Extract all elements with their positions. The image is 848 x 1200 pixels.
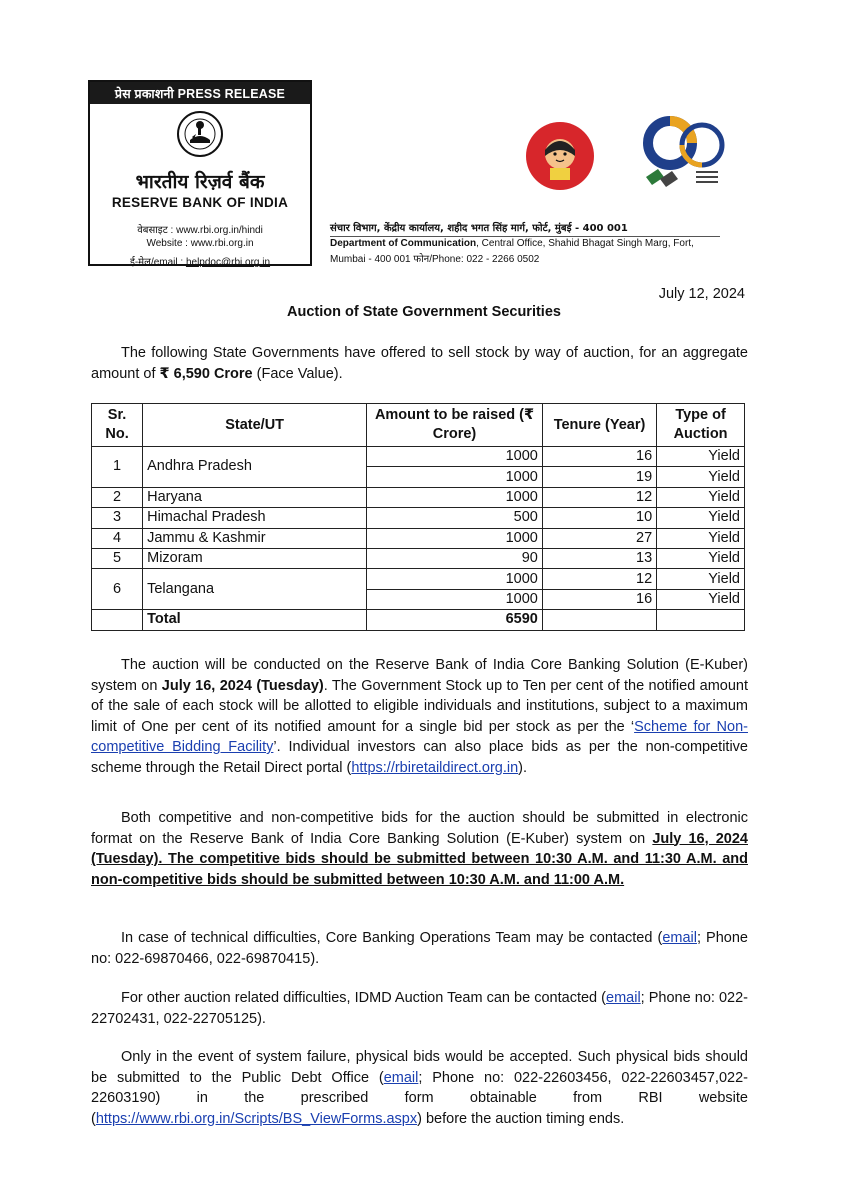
cell-tenure: 10 bbox=[542, 508, 656, 528]
retail-direct-link[interactable]: https://rbiretaildirect.org.in bbox=[351, 759, 519, 776]
cell-tenure: 13 bbox=[542, 548, 656, 568]
cell-sr: 4 bbox=[92, 528, 143, 548]
intro-text: The following State Governments have offered to sell stock by way of auction, for an aggregate amount of bbox=[91, 345, 748, 382]
cell-amount: 90 bbox=[367, 548, 543, 568]
email-line bbox=[90, 254, 310, 268]
aggregate-amount: ₹ 6,590 Crore bbox=[159, 365, 253, 382]
dept-address-rest: , Central Office, Shahid Bhagat Singh Marg, Fort, bbox=[476, 238, 694, 249]
cell-type: Yield bbox=[657, 487, 745, 507]
para2-text-2: . The Government Stock up to Ten per cent of the notified amount of the sale of each stock will be allotted to eligible individuals and institutions, subject to a maximum limit of One per cent of its notified amount for a single bid per stock as per the ‘ bbox=[91, 677, 748, 735]
table-row bbox=[92, 487, 745, 507]
table-total-row bbox=[92, 610, 745, 630]
cbs-email-link[interactable]: email bbox=[662, 930, 697, 946]
email-label: ई-मेल/email : bbox=[129, 257, 184, 268]
table-row bbox=[92, 508, 745, 528]
total-amount: 6590 bbox=[367, 610, 543, 630]
col-header-tenure: Tenure (Year) bbox=[542, 404, 656, 447]
cell-type: Yield bbox=[657, 447, 745, 467]
para2-text-3: ’. Individual investors can also place bids as per the non-competitive scheme through the Retail Direct portal ( bbox=[91, 739, 748, 776]
cell-sr: 1 bbox=[92, 447, 143, 488]
dept-address-line1 bbox=[330, 238, 694, 249]
table-row bbox=[92, 528, 745, 548]
cell-type: Yield bbox=[657, 528, 745, 548]
cell-tenure: 19 bbox=[542, 467, 656, 487]
cell-amount: 1000 bbox=[367, 569, 543, 589]
cell-tenure: 16 bbox=[542, 589, 656, 609]
website-hindi: वेबसाइट : www.rbi.org.in/hindi bbox=[137, 225, 263, 236]
cell-amount: 500 bbox=[367, 508, 543, 528]
intro-paragraph bbox=[91, 343, 748, 384]
auction-conduct-paragraph bbox=[91, 655, 748, 778]
page-title: Auction of State Government Securities bbox=[287, 304, 561, 320]
dept-address-line2: Mumbai - 400 001 फोन/Phone: 022 - 2266 0502 bbox=[330, 254, 540, 265]
address-divider bbox=[330, 236, 720, 237]
table-header-row bbox=[92, 404, 745, 447]
pdo-email-link[interactable]: email bbox=[383, 1069, 419, 1086]
cell-tenure: 16 bbox=[542, 447, 656, 467]
cell-amount: 1000 bbox=[367, 447, 543, 467]
para2-text: The auction will be conducted on the Reserve Bank of India Core Banking Solution (E-Kuber) system on bbox=[91, 657, 748, 694]
table-row bbox=[92, 569, 745, 589]
rbi-name-english: RESERVE BANK OF INDIA bbox=[111, 195, 289, 210]
dept-address-hindi: संचार विभाग, केंद्रीय कार्यालय, शहीद भगत सिंह मार्ग, फोर्ट, मुंबई - 400 001 bbox=[330, 223, 628, 234]
cell-state: Telangana bbox=[143, 569, 367, 610]
intro-text-end: (Face Value). bbox=[252, 365, 343, 382]
para2-text-4: ). bbox=[518, 759, 528, 776]
auction-table bbox=[91, 403, 745, 631]
cell-amount: 1000 bbox=[367, 589, 543, 609]
technical-difficulties-paragraph bbox=[91, 928, 748, 969]
cell-sr: 5 bbox=[92, 548, 143, 568]
press-release-band: प्रेस प्रकाशनी PRESS RELEASE bbox=[90, 82, 310, 104]
rbi-name-hindi: भारतीय रिज़र्व बैंक bbox=[135, 171, 265, 193]
auction-difficulties-paragraph bbox=[91, 988, 748, 1029]
bid-timings: July 16, 2024 (Tuesday). The competitive bids should be submitted between 10:30 A.M. and 11:30 A.M. and non-competitive bids should be submitted between 10:30 A.M. and 11:00 A.M. bbox=[91, 830, 748, 888]
dept-name: Department of Communication bbox=[330, 238, 477, 249]
cell-state: Haryana bbox=[143, 487, 367, 507]
press-release-masthead bbox=[88, 80, 312, 266]
beti-bachao-logo-icon bbox=[520, 120, 600, 192]
para3-text: Both competitive and non-competitive bids for the auction should be submitted in electronic format on the Reserve Bank of India Core Banking Solution (E-Kuber) system on bbox=[91, 810, 748, 847]
para4-text-2: ; Phone no: 022-69870466, 022-69870415). bbox=[91, 930, 748, 967]
cell-tenure-empty bbox=[542, 610, 656, 630]
col-header-amount: Amount to be raised (₹ Crore) bbox=[367, 404, 543, 447]
cell-sr-empty bbox=[92, 610, 143, 630]
total-label: Total bbox=[143, 610, 367, 630]
rbi-forms-link[interactable]: https://www.rbi.org.in/Scripts/BS_ViewForms.aspx bbox=[95, 1110, 418, 1127]
cell-state: Andhra Pradesh bbox=[143, 447, 367, 488]
cell-state: Mizoram bbox=[143, 548, 367, 568]
col-header-type: Type of Auction bbox=[657, 404, 745, 447]
cell-tenure: 27 bbox=[542, 528, 656, 548]
physical-bids-paragraph bbox=[91, 1047, 748, 1129]
cell-state: Jammu & Kashmir bbox=[143, 528, 367, 548]
cell-tenure: 12 bbox=[542, 487, 656, 507]
cell-type: Yield bbox=[657, 589, 745, 609]
email-link[interactable]: helpdoc@rbi.org.in bbox=[185, 257, 271, 268]
cell-sr: 6 bbox=[92, 569, 143, 610]
cell-type: Yield bbox=[657, 467, 745, 487]
cell-amount: 1000 bbox=[367, 487, 543, 507]
col-header-state: State/UT bbox=[143, 404, 367, 447]
rbi-90-years-logo-icon bbox=[642, 115, 726, 195]
cell-type-empty bbox=[657, 610, 745, 630]
para4-text: In case of technical difficulties, Core Banking Operations Team may be contacted ( bbox=[121, 930, 663, 946]
bid-submission-paragraph bbox=[91, 808, 748, 890]
table-row bbox=[92, 447, 745, 467]
cell-state: Himachal Pradesh bbox=[143, 508, 367, 528]
para6-text-3: ) before the auction timing ends. bbox=[417, 1110, 625, 1127]
para5-text: For other auction related difficulties, IDMD Auction Team can be contacted ( bbox=[121, 990, 607, 1006]
cell-type: Yield bbox=[657, 569, 745, 589]
cell-type: Yield bbox=[657, 548, 745, 568]
release-date: July 12, 2024 bbox=[658, 286, 745, 302]
cell-type: Yield bbox=[657, 508, 745, 528]
cell-tenure: 12 bbox=[542, 569, 656, 589]
cell-amount: 1000 bbox=[367, 528, 543, 548]
auction-date: July 16, 2024 (Tuesday) bbox=[161, 677, 324, 694]
para5-text-2: ; Phone no: 022-22702431, 022-22705125). bbox=[91, 990, 748, 1027]
para6-text: Only in the event of system failure, physical bids would be accepted. Such physical bids should be submitted to the Public Debt Office ( bbox=[91, 1049, 748, 1086]
cell-sr: 3 bbox=[92, 508, 143, 528]
cell-sr: 2 bbox=[92, 487, 143, 507]
non-competitive-scheme-link[interactable]: Scheme for Non-competitive Bidding Facility bbox=[91, 718, 748, 755]
cell-amount: 1000 bbox=[367, 467, 543, 487]
website: Website : www.rbi.org.in bbox=[146, 238, 254, 249]
table-row bbox=[92, 548, 745, 568]
para6-text-2: ; Phone no: 022-22603456, 022-22603457,022-22603190) in the prescribed form obtainable from RBI website ( bbox=[91, 1069, 748, 1127]
rbi-seal-icon bbox=[176, 110, 224, 158]
idmd-email-link[interactable]: email bbox=[606, 990, 641, 1006]
col-header-sr: Sr. No. bbox=[92, 404, 143, 447]
